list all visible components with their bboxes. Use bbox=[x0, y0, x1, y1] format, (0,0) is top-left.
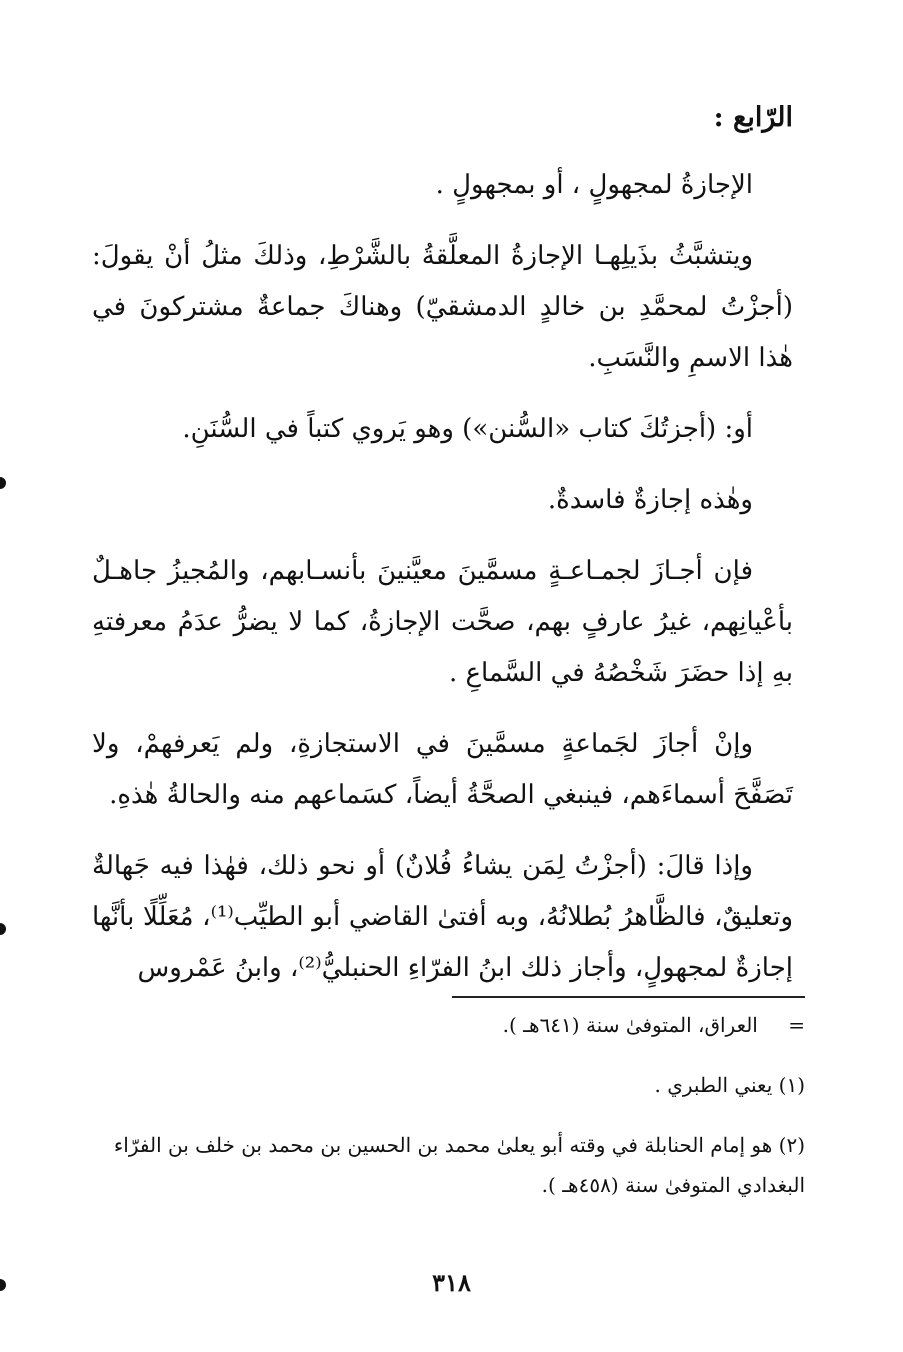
main-text bbox=[92, 96, 793, 1014]
continuation-text: العراق، المتوفىٰ سنة (٦٤١هـ ). bbox=[502, 1013, 758, 1037]
footnote-continuation bbox=[100, 1005, 805, 1045]
page-number: ٣١٨ bbox=[432, 1268, 471, 1297]
paragraph-1: الإجازةُ لمجهولٍ ، أو بمجهولٍ . bbox=[435, 170, 753, 200]
paragraph-5: فإن أجـازَ لجمـاعـةٍ مسمَّينَ معيَّنينَ بأنسـابهم، والمُجيزُ جاهـلٌ بأعْيانِهم، غيرُ عارفٍ بهم، صحَّت الإجازةُ، كما لا يضرُّ عدَمُ معرفتهِ بهِ إذا حضَرَ شَخْصُهُ في السَّماعِ . bbox=[92, 556, 793, 688]
paragraph-2: ويتشبَّثُ بذَيلِهـا الإجازةُ المعلَّقةُ بالشَّرْطِ، وذلكَ مثلُ أنْ يقولَ: (أجزْتُ لمحمَّدِ بن خالدٍ الدمشقيّ) وهناكَ جماعةٌ مشتركونَ في هٰذا الاسمِ والنَّسَبِ. bbox=[92, 241, 793, 373]
footnote-2: (٢) هو إمام الحنابلة في وقته أبو يعلىٰ محمد بن الحسين بن محمد بن خلف بن الفرّاء البغدادي المتوفىٰ سنة (٤٥٨هـ ). bbox=[113, 1133, 805, 1197]
section-heading: الرّابع : bbox=[713, 102, 793, 133]
paragraph-7: وإذا قالَ: (أجزْتُ لِمَن يشاءُ فُلانٌ) أو نحو ذلك، فهٰذا فيه جَهالةٌ وتعليقٌ، فالظَّاهرُ بُطلانُهُ، وبه أفتىٰ القاضي أبو الطيِّب⁽¹⁾، مُعَلِّلًا بأنَّها إجازةٌ لمجهولٍ، وأجاز ذلك ابنُ الفرّاءِ الحنبليُّ⁽²⁾، وابنُ عَمْروس bbox=[92, 851, 794, 983]
footnote-separator bbox=[452, 996, 805, 998]
paragraph-3: أو: (أجزتُكَ كتاب «السُّنن») وهو يَروي كتباً في السُّنَنِ. bbox=[182, 414, 753, 444]
continuation-marker: = bbox=[788, 1013, 805, 1037]
scan-edge-mark bbox=[0, 477, 6, 489]
scan-edge-mark bbox=[0, 923, 6, 935]
footnotes bbox=[100, 1005, 805, 1225]
paragraph-6: وإنْ أجازَ لجَماعةٍ مسمَّينَ في الاستجازةِ، ولم يَعرفهمْ، ولا تَصَفَّحَ أسماءَهم، فينبغي الصحَّةُ أيضاً، كسَماعهم منه والحالةُ هٰذهِ. bbox=[92, 729, 793, 810]
paragraph-4: وهٰذه إجازةٌ فاسدةٌ. bbox=[547, 485, 753, 515]
footnote-1: (١) يعني الطبري . bbox=[654, 1073, 805, 1097]
